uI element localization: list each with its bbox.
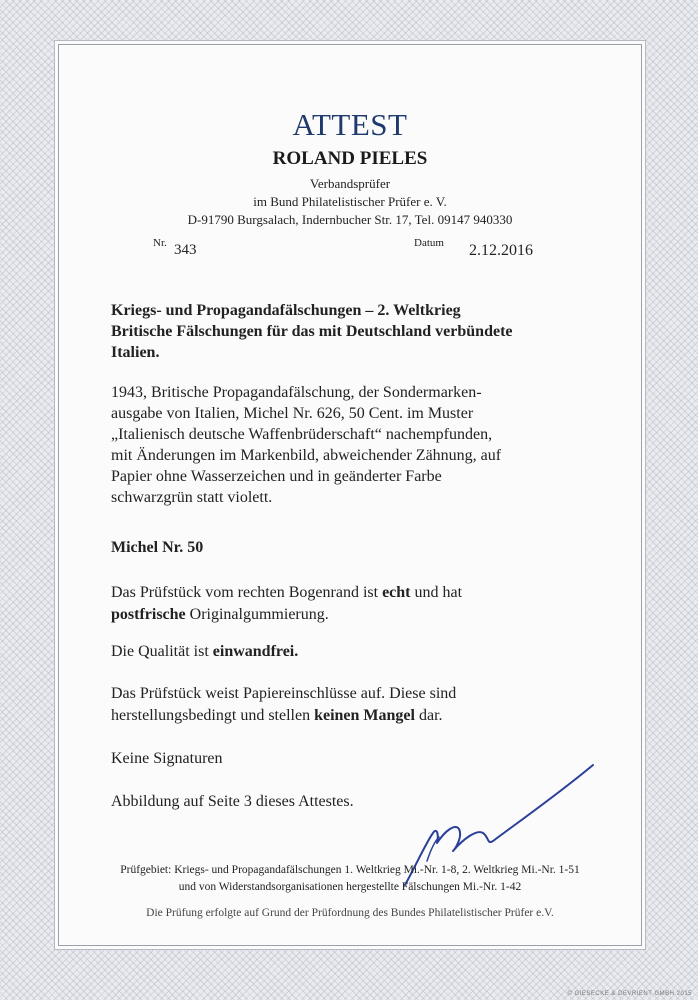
text-span: und hat — [410, 584, 463, 601]
description-line: Papier ohne Wasserzeichen und in geänderter Farbe — [111, 468, 442, 485]
description-line: schwarzgrün statt violett. — [111, 489, 273, 506]
text-span: Originalgummierung. — [185, 606, 329, 623]
examiner-details — [59, 175, 641, 229]
date-label: Datum — [414, 237, 444, 249]
heading-line: Italien. — [111, 344, 160, 361]
document-title: ATTEST — [292, 107, 408, 142]
stamp-description — [111, 382, 621, 508]
illustration-note: Abbildung auf Seite 3 dieses Attestes. — [111, 793, 354, 810]
quality-statement — [111, 643, 298, 661]
emphasis-mint: postfrische — [111, 606, 186, 623]
catalog-number: Michel Nr. 50 — [111, 539, 204, 556]
authenticity-statement — [111, 582, 621, 626]
scope-line: und von Widerstandsorganisationen hergestellte Fälschungen Mi.-Nr. 1-42 — [178, 881, 522, 893]
emphasis-quality: einwandfrei. — [212, 643, 299, 660]
number-value: 343 — [174, 242, 197, 258]
scope-line: Prüfgebiet: Kriegs- und Propagandafälschungen 1. Weltkrieg Mi.-Nr. 1-8, 2. Weltkrieg Mi.-Nr. 1-51 — [120, 864, 580, 876]
text-span: Das Prüfstück vom rechten Bogenrand ist — [111, 584, 383, 601]
signatures-statement: Keine Signaturen — [111, 750, 223, 767]
text-span: dar. — [414, 707, 443, 724]
description-line: mit Änderungen im Markenbild, abweichender Zähnung, auf — [111, 447, 502, 464]
examiner-name: ROLAND PIELES — [272, 148, 428, 169]
text-span: Die Qualität ist — [111, 643, 213, 660]
description-line: „Italienisch deutsche Waffenbrüderschaft“ nachempfunden, — [111, 426, 493, 443]
examiner-association: im Bund Philatelistischer Prüfer e. V. — [253, 194, 447, 209]
examiner-role: Verbandsprüfer — [309, 176, 391, 191]
examination-scope — [59, 862, 641, 896]
heading-line: Kriegs- und Propagandafälschungen – 2. Weltkrieg — [111, 302, 461, 319]
emphasis-no-defect: keinen Mangel — [314, 707, 415, 724]
certificate-frame — [58, 44, 642, 946]
text-span: herstellungsbedingt und stellen — [111, 707, 315, 724]
text-span: Das Prüfstück weist Papiereinschlüsse auf. Diese sind — [111, 685, 457, 702]
heading-line: Britische Fälschungen für das mit Deutschland verbündete — [111, 323, 513, 340]
description-line: 1943, Britische Propagandafälschung, der Sondermarken- — [111, 384, 482, 401]
emphasis-genuine: echt — [382, 584, 411, 601]
number-label: Nr. — [153, 237, 167, 249]
description-line: ausgabe von Italien, Michel Nr. 626, 50 Cent. im Muster — [111, 405, 474, 422]
examination-basis: Die Prüfung erfolgte auf Grund der Prüfordnung des Bundes Philatelistischer Prüfer e.V. — [146, 907, 554, 919]
examiner-address: D-91790 Burgsalach, Indernbucher Str. 17, Tel. 09147 940330 — [187, 212, 513, 227]
subject-heading — [111, 300, 611, 363]
printer-imprint: © GIESECKE & DEVRIENT GMBH 2015 — [567, 991, 692, 997]
inclusions-statement — [111, 683, 621, 727]
date-value: 2.12.2016 — [469, 242, 533, 259]
